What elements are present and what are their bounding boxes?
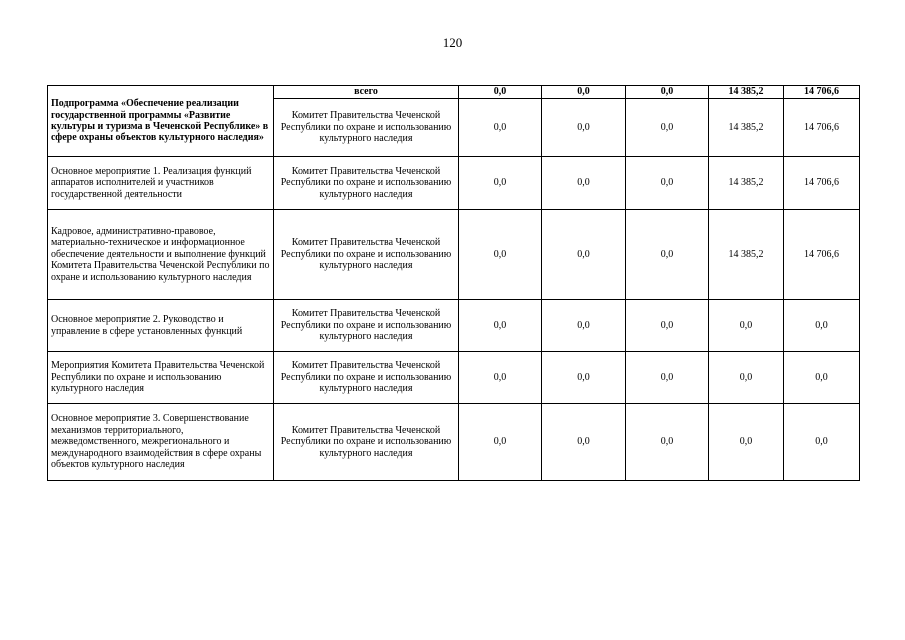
executor-cell: Комитет Правительства Чеченской Республики по охране и использованию культурного наследия [274, 99, 459, 157]
total-label: всего [274, 86, 459, 99]
value-cell: 0,0 [542, 352, 626, 404]
value-cell: 0,0 [542, 157, 626, 210]
value-cell: 14 706,6 [784, 157, 860, 210]
value-cell: 0,0 [784, 404, 860, 481]
activity-name: Кадровое, административно-правовое, материально-техническое и информационное обеспечение деятельности и выполнение функций Комитета Правительства Чеченской Республики по охране и использованию культурного наследия [48, 210, 274, 300]
executor-cell: Комитет Правительства Чеченской Республики по охране и использованию культурного наследия [274, 300, 459, 352]
value-cell: 0,0 [784, 352, 860, 404]
value-cell: 0,0 [459, 352, 542, 404]
value-cell: 0,0 [542, 210, 626, 300]
page-number: 120 [442, 35, 463, 50]
table-row [48, 86, 860, 99]
total-value: 0,0 [626, 86, 709, 99]
value-cell: 0,0 [459, 210, 542, 300]
value-cell: 0,0 [626, 99, 709, 157]
value-cell: 0,0 [784, 300, 860, 352]
value-cell: 14 706,6 [784, 99, 860, 157]
table-row [48, 300, 860, 352]
subprogram-name: Подпрограмма «Обеспечение реализации государственной программы «Развитие культуры и туризма в Чеченской Республике» в сфере охраны объектов культурного наследия» [48, 86, 274, 157]
value-cell: 14 385,2 [709, 157, 784, 210]
value-cell: 0,0 [626, 157, 709, 210]
value-cell: 0,0 [459, 300, 542, 352]
value-cell: 0,0 [626, 404, 709, 481]
value-cell: 14 385,2 [709, 210, 784, 300]
activity-name: Мероприятия Комитета Правительства Чеченской Республики по охране и использованию культурного наследия [48, 352, 274, 404]
budget-table [47, 85, 860, 481]
value-cell: 0,0 [709, 300, 784, 352]
value-cell: 0,0 [459, 404, 542, 481]
executor-cell: Комитет Правительства Чеченской Республики по охране и использованию культурного наследия [274, 404, 459, 481]
total-value: 14 706,6 [784, 86, 860, 99]
value-cell: 0,0 [626, 352, 709, 404]
total-value: 14 385,2 [709, 86, 784, 99]
total-value: 0,0 [459, 86, 542, 99]
value-cell: 0,0 [542, 404, 626, 481]
table-row [48, 352, 860, 404]
executor-cell: Комитет Правительства Чеченской Республики по охране и использованию культурного наследия [274, 157, 459, 210]
value-cell: 14 706,6 [784, 210, 860, 300]
activity-name: Основное мероприятие 3. Совершенствование механизмов территориального, межведомственного, межрегионального и международного взаимодействия в сфере охраны объектов культурного наследия [48, 404, 274, 481]
table-row [48, 157, 860, 210]
activity-name: Основное мероприятие 2. Руководство и управление в сфере установленных функций [48, 300, 274, 352]
value-cell: 0,0 [709, 404, 784, 481]
value-cell: 0,0 [542, 99, 626, 157]
value-cell: 0,0 [459, 157, 542, 210]
value-cell: 0,0 [459, 99, 542, 157]
table-row [48, 404, 860, 481]
table-row [48, 210, 860, 300]
executor-cell: Комитет Правительства Чеченской Республики по охране и использованию культурного наследия [274, 210, 459, 300]
total-value: 0,0 [542, 86, 626, 99]
value-cell: 0,0 [542, 300, 626, 352]
value-cell: 0,0 [709, 352, 784, 404]
value-cell: 0,0 [626, 300, 709, 352]
activity-name: Основное мероприятие 1. Реализация функций аппаратов исполнителей и участников государственной деятельности [48, 157, 274, 210]
executor-cell: Комитет Правительства Чеченской Республики по охране и использованию культурного наследия [274, 352, 459, 404]
value-cell: 0,0 [626, 210, 709, 300]
value-cell: 14 385,2 [709, 99, 784, 157]
